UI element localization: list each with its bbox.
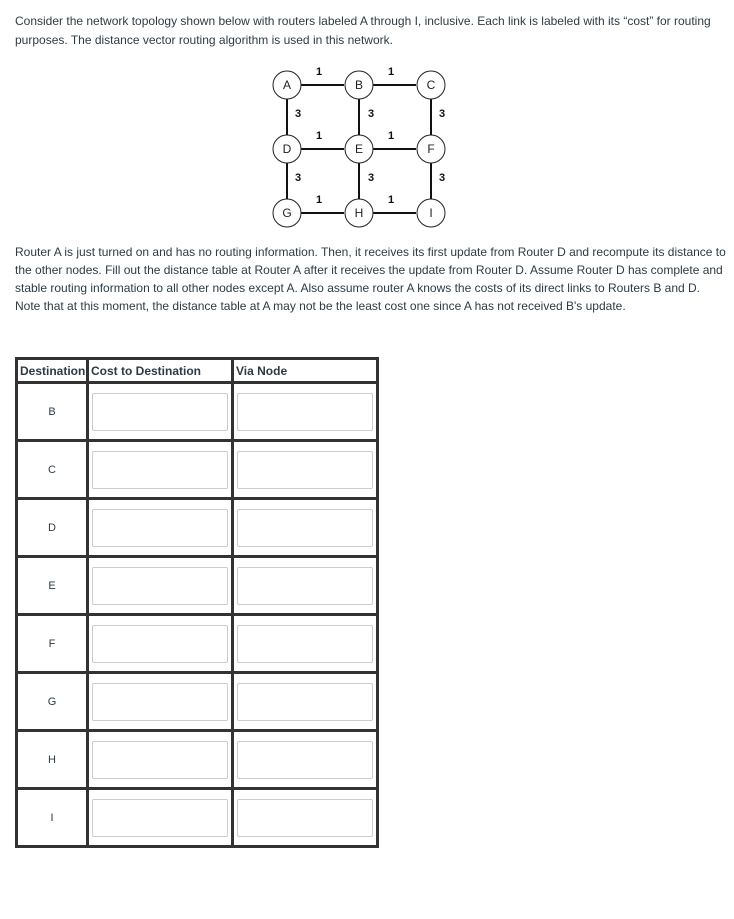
cost-cell bbox=[88, 441, 233, 499]
table-row bbox=[17, 673, 378, 731]
table-row bbox=[17, 441, 378, 499]
via-input-d[interactable] bbox=[237, 509, 373, 547]
router-label-i: I bbox=[429, 206, 433, 220]
cost-label-e-f: 1 bbox=[387, 130, 395, 142]
table-row bbox=[17, 731, 378, 789]
router-label-e: E bbox=[354, 142, 364, 156]
cost-input-f[interactable] bbox=[92, 625, 228, 663]
cost-label-d-g: 3 bbox=[294, 172, 302, 184]
header-via-node: Via Node bbox=[233, 359, 378, 383]
cost-cell bbox=[88, 731, 233, 789]
destination-cell: H bbox=[17, 731, 88, 789]
via-cell bbox=[233, 557, 378, 615]
via-input-e[interactable] bbox=[237, 567, 373, 605]
via-input-b[interactable] bbox=[237, 393, 373, 431]
via-input-g[interactable] bbox=[237, 683, 373, 721]
table-header-row bbox=[17, 359, 378, 383]
cost-input-c[interactable] bbox=[92, 451, 228, 489]
question-paragraph: Router A is just turned on and has no routing information. Then, it receives its first update from Router D and recompute its distance to the other nodes. Fill out the distance table at Router A after it receives the update from Router D. Assume Router D has complete and stable routing information to all other nodes except A. Also assume router A knows the costs of its direct links to Routers B and D. Note that at this moment, the distance table at A may not be the least cost one since A has not received B's update. bbox=[15, 245, 726, 313]
via-cell bbox=[233, 673, 378, 731]
destination-cell: G bbox=[17, 673, 88, 731]
intro-paragraph: Consider the network topology shown below with routers labeled A through I, inclusive. Each link is labeled with its “cost” for routing purposes. The distance vector routing algorithm is used in this network. bbox=[15, 14, 711, 47]
network-topology-diagram bbox=[0, 0, 734, 240]
via-cell bbox=[233, 441, 378, 499]
router-label-a: A bbox=[282, 78, 292, 92]
via-cell bbox=[233, 789, 378, 847]
router-label-f: F bbox=[427, 142, 435, 156]
via-input-h[interactable] bbox=[237, 741, 373, 779]
cost-label-c-f: 3 bbox=[438, 108, 446, 120]
cost-input-b[interactable] bbox=[92, 393, 228, 431]
cost-label-g-h: 1 bbox=[315, 194, 323, 206]
cost-label-a-d: 3 bbox=[294, 108, 302, 120]
cost-label-f-i: 3 bbox=[438, 172, 446, 184]
destination-cell: F bbox=[17, 615, 88, 673]
via-cell bbox=[233, 731, 378, 789]
cost-input-e[interactable] bbox=[92, 567, 228, 605]
table-row bbox=[17, 499, 378, 557]
destination-cell: I bbox=[17, 789, 88, 847]
cost-label-b-e: 3 bbox=[367, 108, 375, 120]
cost-input-i[interactable] bbox=[92, 799, 228, 837]
via-cell bbox=[233, 615, 378, 673]
cost-cell bbox=[88, 615, 233, 673]
header-cost-to-destination: Cost to Destination bbox=[88, 359, 233, 383]
cost-cell bbox=[88, 789, 233, 847]
cost-cell bbox=[88, 557, 233, 615]
via-input-f[interactable] bbox=[237, 625, 373, 663]
table-row bbox=[17, 789, 378, 847]
table-row bbox=[17, 557, 378, 615]
via-cell bbox=[233, 499, 378, 557]
cost-input-g[interactable] bbox=[92, 683, 228, 721]
cost-cell bbox=[88, 673, 233, 731]
cost-label-d-e: 1 bbox=[315, 130, 323, 142]
table-row bbox=[17, 615, 378, 673]
router-label-g: G bbox=[282, 206, 292, 220]
cost-label-h-i: 1 bbox=[387, 194, 395, 206]
cost-input-h[interactable] bbox=[92, 741, 228, 779]
distance-table bbox=[15, 357, 379, 848]
cost-label-b-c: 1 bbox=[387, 66, 395, 78]
via-input-c[interactable] bbox=[237, 451, 373, 489]
cost-input-d[interactable] bbox=[92, 509, 228, 547]
table-row bbox=[17, 383, 378, 441]
destination-cell: E bbox=[17, 557, 88, 615]
cost-cell bbox=[88, 383, 233, 441]
router-label-h: H bbox=[354, 206, 364, 220]
header-destination: Destination bbox=[17, 359, 88, 383]
cost-label-a-b: 1 bbox=[315, 66, 323, 78]
destination-cell: C bbox=[17, 441, 88, 499]
cost-label-e-h: 3 bbox=[367, 172, 375, 184]
router-label-b: B bbox=[354, 78, 364, 92]
via-input-i[interactable] bbox=[237, 799, 373, 837]
cost-cell bbox=[88, 499, 233, 557]
via-cell bbox=[233, 383, 378, 441]
router-label-c: C bbox=[426, 78, 436, 92]
destination-cell: D bbox=[17, 499, 88, 557]
router-label-d: D bbox=[282, 142, 292, 156]
destination-cell: B bbox=[17, 383, 88, 441]
